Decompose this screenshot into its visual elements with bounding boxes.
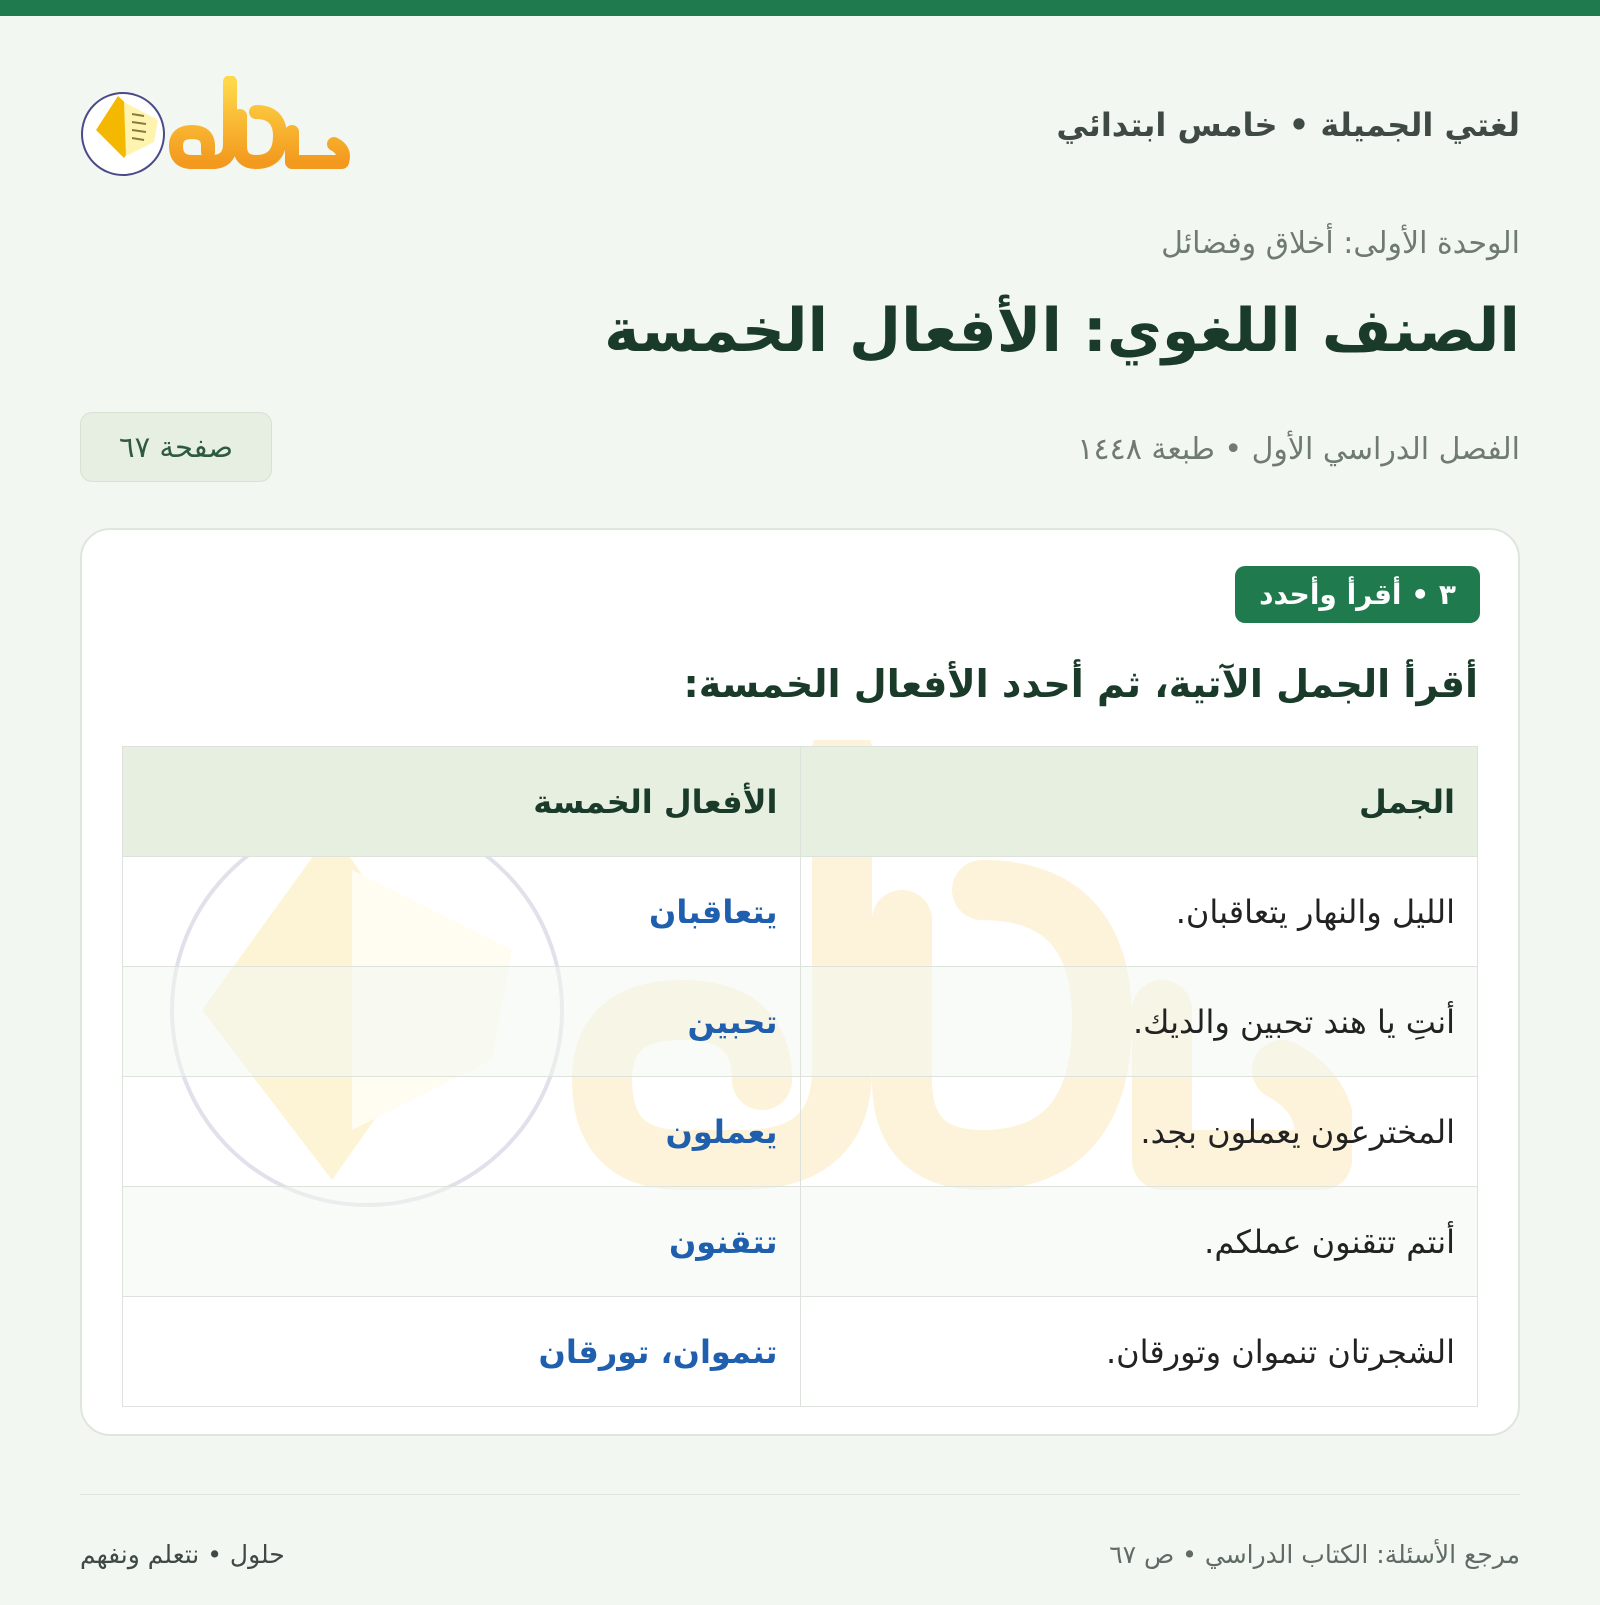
lesson-title: الصنف اللغوي: الأفعال الخمسة [604,296,1520,366]
sentence-cell: أنتم تتقنون عملكم. [800,1187,1478,1297]
header [80,76,1520,186]
footer-divider [80,1494,1520,1495]
top-accent-bar [0,0,1600,16]
logo-lettering [176,82,343,162]
sentence-cell: أنتِ يا هند تحبين والديك. [800,967,1478,1077]
sentence-cell: الشجرتان تنموان وتورقان. [800,1297,1478,1407]
table-header-row [123,747,1478,857]
column-header-sentences: الجمل [800,747,1478,857]
page [80,16,1520,1605]
column-header-verbs: الأفعال الخمسة [123,747,801,857]
footer-reference: مرجع الأسئلة: الكتاب الدراسي • ص ٦٧ [1109,1540,1520,1569]
verbs-cell: يعملون [123,1077,801,1187]
book-title: لغتي الجميلة • خامس ابتدائي [1056,106,1520,144]
unit-label: الوحدة الأولى: أخلاق وفضائل [1161,226,1520,261]
table-row [123,1077,1478,1187]
verbs-cell: تنموان، تورقان [123,1297,801,1407]
table-row [123,1187,1478,1297]
sentence-cell: المخترعون يعملون بجد. [800,1077,1478,1187]
footer-brand: حلول • نتعلم ونفهم [80,1540,285,1569]
exercise-instruction: أقرأ الجمل الآتية، ثم أحدد الأفعال الخمسة: [683,662,1478,706]
meta-row [80,412,1520,484]
page-number-badge: صفحة ٦٧ [80,412,272,482]
verbs-cell: يتعاقبان [123,857,801,967]
section-badge: ٣ • أقرأ وأحدد [1235,566,1480,623]
answers-table [122,746,1478,1407]
verbs-cell: تتقنون [123,1187,801,1297]
semester-info: الفصل الدراسي الأول • طبعة ١٤٤٨ [1077,432,1520,467]
table-row [123,857,1478,967]
hulul-logo[interactable] [80,76,370,186]
verbs-cell: تحبين [123,967,801,1077]
sentence-cell: الليل والنهار يتعاقبان. [800,857,1478,967]
exercise-card [80,528,1520,1436]
table-row [123,1297,1478,1407]
table-row [123,967,1478,1077]
